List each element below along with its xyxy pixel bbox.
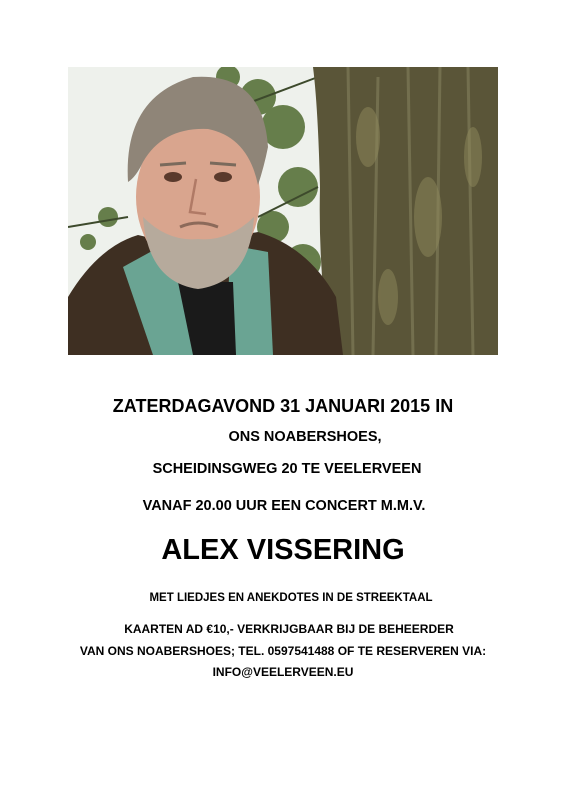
venue-address: SCHEIDINSGWEG 20 TE VEELERVEEN bbox=[152, 461, 422, 477]
contact-email[interactable]: INFO@VEELERVEEN.EU bbox=[212, 665, 354, 679]
concert-subtitle: MET LIEDJES EN ANEKDOTES IN DE STREEKTAAL bbox=[149, 592, 433, 604]
artist-name: ALEX VISSERING bbox=[161, 534, 405, 566]
ticket-info: KAARTEN AD €10,- VERKRIJGBAAR BIJ DE BEHEERDER bbox=[124, 622, 454, 636]
ticket-contact: VAN ONS NOABERSHOES; TEL. 0597541488 OF TE RESERVEREN VIA: bbox=[79, 644, 487, 658]
venue-name: ONS NOABERSHOES, bbox=[228, 429, 382, 445]
portrait-illustration bbox=[68, 67, 498, 355]
concert-time: VANAF 20.00 UUR EEN CONCERT M.M.V. bbox=[142, 498, 426, 514]
portrait-photo bbox=[68, 67, 498, 355]
event-date: ZATERDAGAVOND 31 JANUARI 2015 IN bbox=[112, 396, 454, 416]
